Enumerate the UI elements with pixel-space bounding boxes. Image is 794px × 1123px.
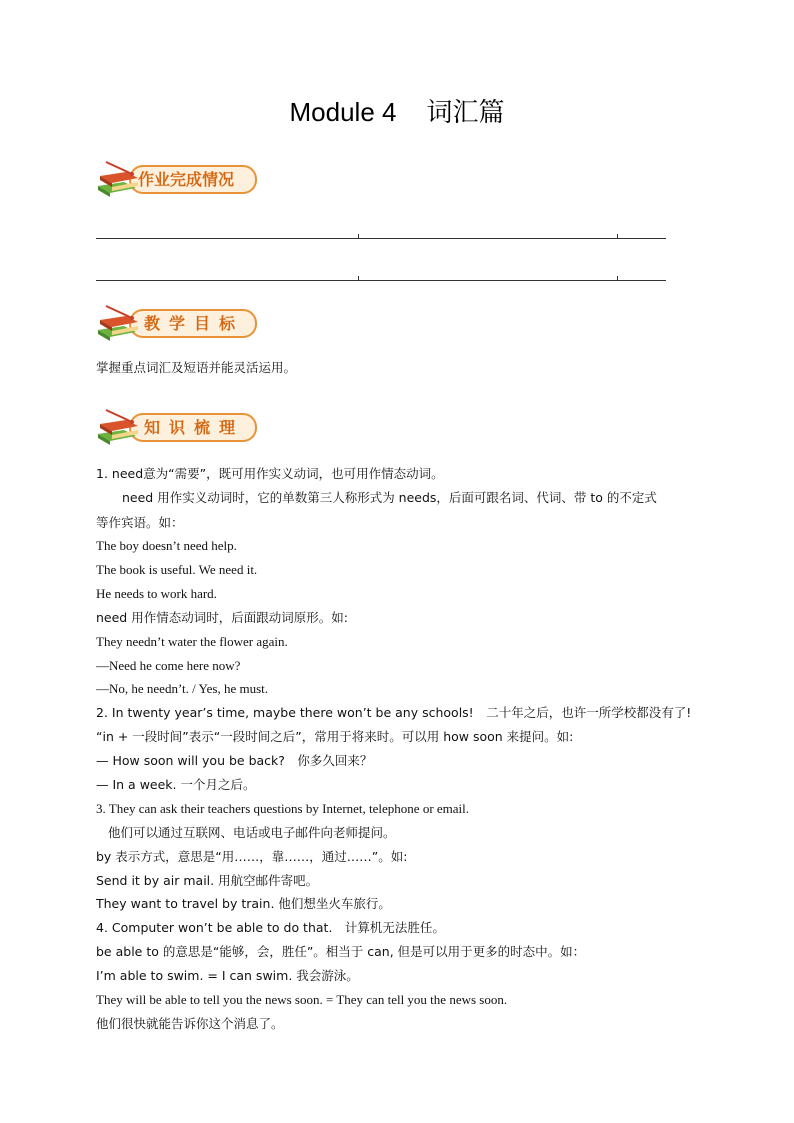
body-line: They needn’t water the flower again. xyxy=(96,634,288,649)
answer-line-2 xyxy=(96,280,666,281)
title-subtitle: 词汇篇 xyxy=(426,98,505,128)
body-line: Send it by air mail. 用航空邮件寄吧。 xyxy=(96,873,319,888)
body-line: He needs to work hard. xyxy=(96,586,217,601)
body-line: 2. In twenty year’s time, maybe there won’t be any schools! 二十年之后，也许一所学校都没有了! xyxy=(96,705,692,720)
section-badge-homework xyxy=(96,160,258,200)
body-line: —No, he needn’t. / Yes, he must. xyxy=(96,681,269,696)
section-badge-goals xyxy=(96,304,258,344)
body-line: by 表示方式，意思是“用……，靠……，通过……”。如: xyxy=(96,849,408,864)
body-line: 3. They can ask their teachers questions by Internet, telephone or email. xyxy=(96,801,470,816)
answer-line-1 xyxy=(96,238,666,239)
body-line: The book is useful. We need it. xyxy=(96,562,258,577)
body-line: 4. Computer won’t be able to do that. 计算机无法胜任。 xyxy=(96,920,445,935)
body-line: 1. need意为“需要”，既可用作实义动词，也可用作情态动词。 xyxy=(96,466,444,481)
section-title-knowledge: 知识梳理 xyxy=(144,418,245,437)
answer-line-divider xyxy=(358,234,359,239)
body-line: I’m able to swim. = I can swim. 我会游泳。 xyxy=(96,968,359,983)
section-badge-knowledge xyxy=(96,408,258,448)
body-line: 等作宾语。如： xyxy=(96,515,184,530)
title-module: Module 4 xyxy=(289,97,397,127)
body-line: 他们可以通过互联网、电话或电子邮件向老师提问。 xyxy=(108,825,396,840)
body-line: — How soon will you be back? 你多久回来？ xyxy=(96,753,373,768)
answer-line-divider xyxy=(617,234,618,239)
section-title-homework: 作业完成情况 xyxy=(138,170,235,189)
body-line: The boy doesn’t need help. xyxy=(96,538,237,553)
body-line: be able to 的意思是“能够，会，胜任”。相当于 can, 但是可以用于更多的时态中。如： xyxy=(96,944,586,959)
body-line: need 用作实义动词时，它的单数第三人称形式为 needs，后面可跟名词、代词、带 to 的不定式 xyxy=(122,490,657,505)
body-line: — In a week. 一个月之后。 xyxy=(96,777,256,792)
body-line: They want to travel by train. 他们想坐火车旅行。 xyxy=(96,896,391,911)
answer-line-divider xyxy=(358,276,359,281)
body-line: They will be able to tell you the news soon. = They can tell you the news soon. xyxy=(96,992,508,1007)
page-title xyxy=(0,92,794,129)
body-line: 他们很快就能告诉你这个消息了。 xyxy=(96,1016,284,1031)
body-line: —Need he come here now? xyxy=(96,658,241,673)
body-line: “in + 一段时间”表示“一段时间之后”，常用于将来时。可以用 how soon 来提问。如: xyxy=(96,729,574,744)
section-title-goals: 教学目标 xyxy=(144,314,245,333)
body-line: need 用作情态动词时，后面跟动词原形。如: xyxy=(96,610,348,625)
goal-text: 掌握重点词汇及短语并能灵活运用。 xyxy=(96,360,297,375)
answer-line-divider xyxy=(617,276,618,281)
